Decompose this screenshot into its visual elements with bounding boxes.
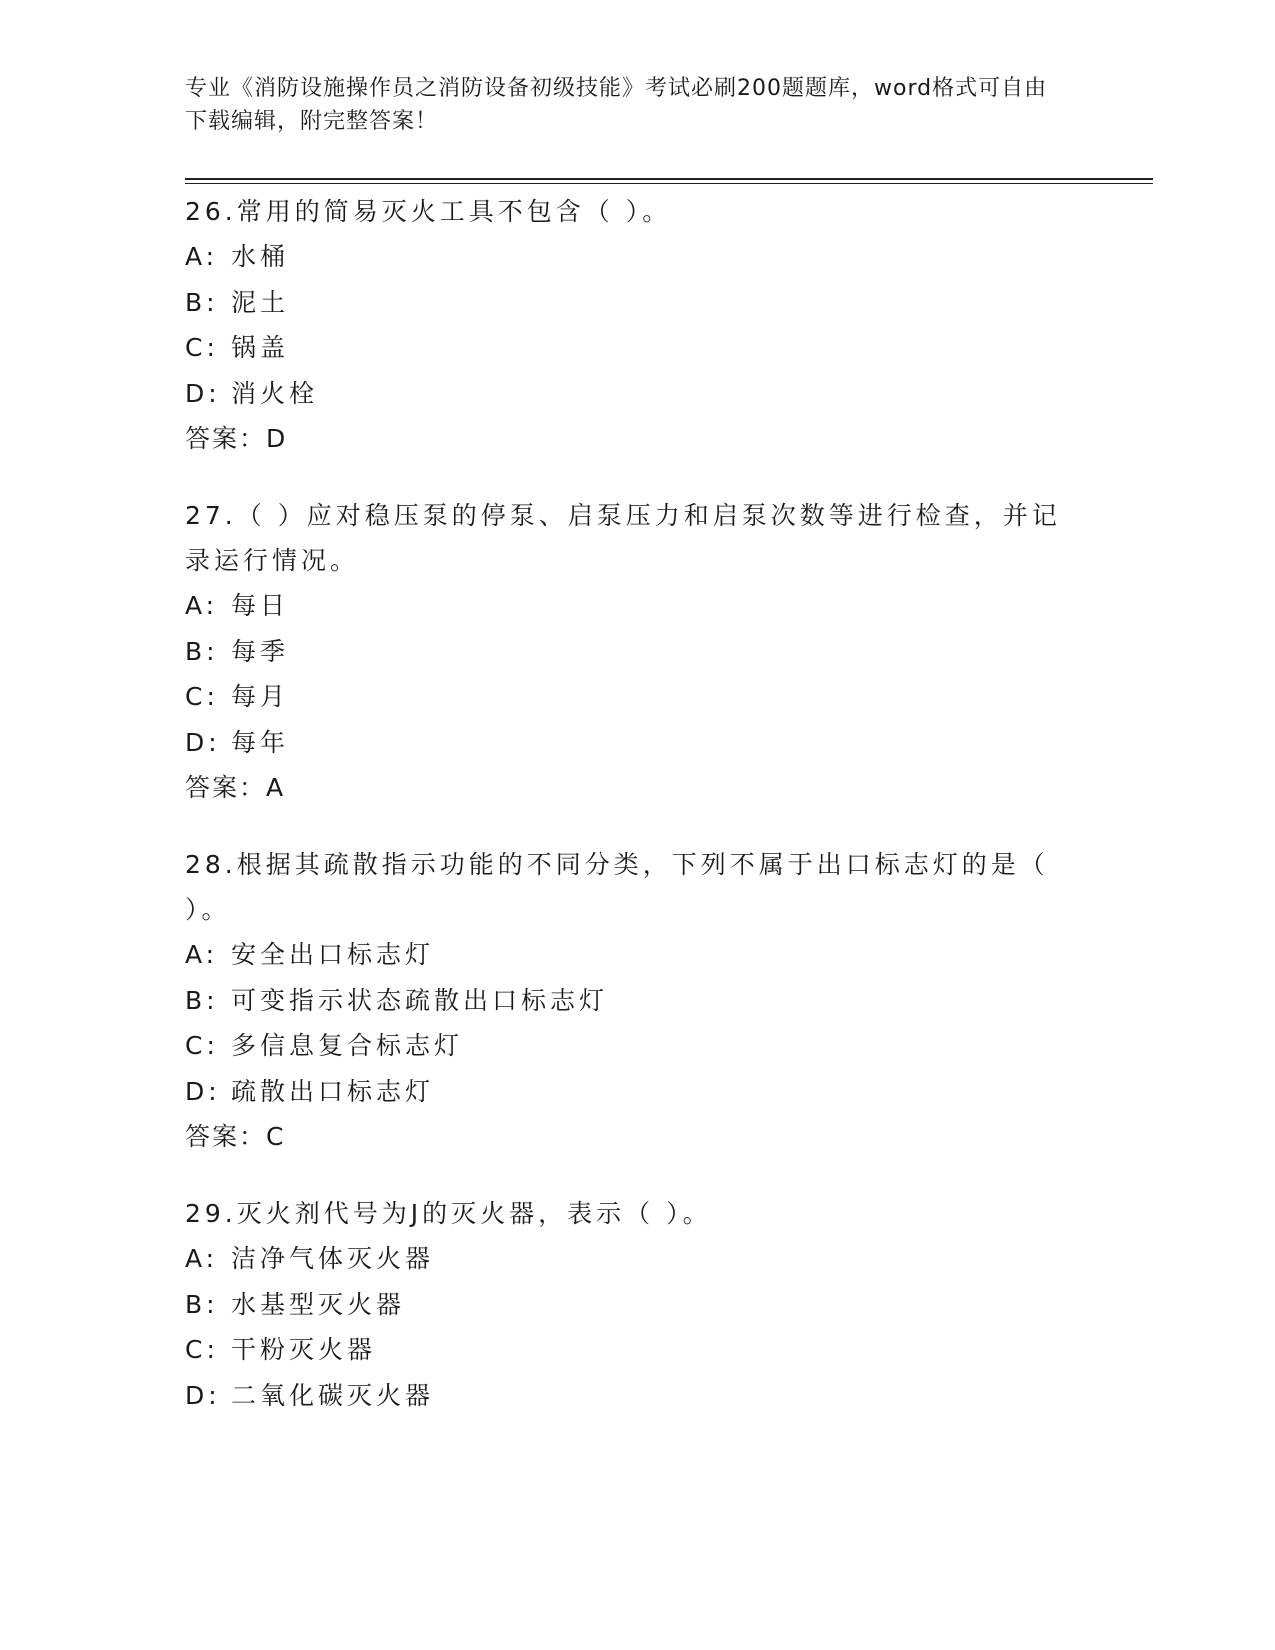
option-b [185,629,1085,675]
question-27 [185,493,1085,811]
option-a [185,1236,1085,1282]
option-d [185,1373,1085,1419]
option-text: 每月 [231,682,290,711]
option-label: D: [185,727,221,757]
question-26 [185,189,1085,462]
question-stem: 27.（ ）应对稳压泵的停泵、启泵压力和启泵次数等进行检查，并记录运行情况。 [185,501,1061,575]
option-text: 每季 [231,636,290,666]
option-text: 多信息复合标志灯 [231,1031,464,1060]
option-label: A: [185,940,219,969]
option-d [185,1069,1085,1115]
option-b [185,978,1085,1024]
option-label: B: [185,985,219,1015]
option-label: A: [185,242,219,271]
option-label: B: [185,287,219,317]
option-text: 泥土 [231,287,290,317]
option-text: 水桶 [231,242,290,271]
question-list [185,189,1085,1449]
option-text: 二氧化碳灭火器 [231,1380,435,1410]
option-c [185,325,1085,371]
document-header: 专业《消防设施操作员之消防设备初级技能》考试必刷200题题库，word格式可自由下载编辑，附完整答案！ [185,76,1048,134]
option-text: 水基型灭火器 [231,1289,406,1319]
option-label: C: [185,1335,219,1364]
option-b [185,280,1085,326]
option-c [185,1327,1085,1373]
option-a [185,932,1085,978]
option-text: 安全出口标志灯 [231,940,435,969]
option-a [185,583,1085,629]
option-text: 疏散出口标志灯 [231,1076,435,1106]
option-label: C: [185,1031,219,1060]
option-text: 锅盖 [231,333,290,362]
answer-line: 答案：C [185,1122,286,1151]
option-label: C: [185,333,219,362]
question-stem: 28.根据其疏散指示功能的不同分类，下列不属于出口标志灯的是（ ）。 [185,850,1049,924]
option-label: B: [185,1289,219,1319]
option-label: A: [185,591,219,620]
question-29 [185,1191,1085,1418]
option-text: 可变指示状态疏散出口标志灯 [231,985,609,1015]
option-label: B: [185,636,219,666]
option-label: D: [185,1380,221,1410]
option-text: 干粉灭火器 [231,1335,377,1364]
option-text: 消火栓 [231,378,319,408]
option-text: 每年 [231,727,290,757]
answer-line: 答案：A [185,773,286,802]
option-d [185,720,1085,766]
option-d [185,371,1085,417]
answer-line: 答案：D [185,424,288,453]
option-text: 每日 [231,591,290,620]
option-a [185,234,1085,280]
option-label: C: [185,682,219,711]
question-stem: 29.灭火剂代号为J的灭火器，表示（ ）。 [185,1199,712,1228]
question-stem: 26.常用的简易灭火工具不包含（ ）。 [185,197,672,226]
header-divider-thick [185,178,1153,180]
header-divider-thin [185,183,1153,184]
option-label: D: [185,1076,221,1106]
question-28 [185,842,1085,1160]
option-text: 洁净气体灭火器 [231,1244,435,1273]
option-label: D: [185,378,221,408]
option-c [185,674,1085,720]
option-c [185,1023,1085,1069]
option-b [185,1282,1085,1328]
option-label: A: [185,1244,219,1273]
